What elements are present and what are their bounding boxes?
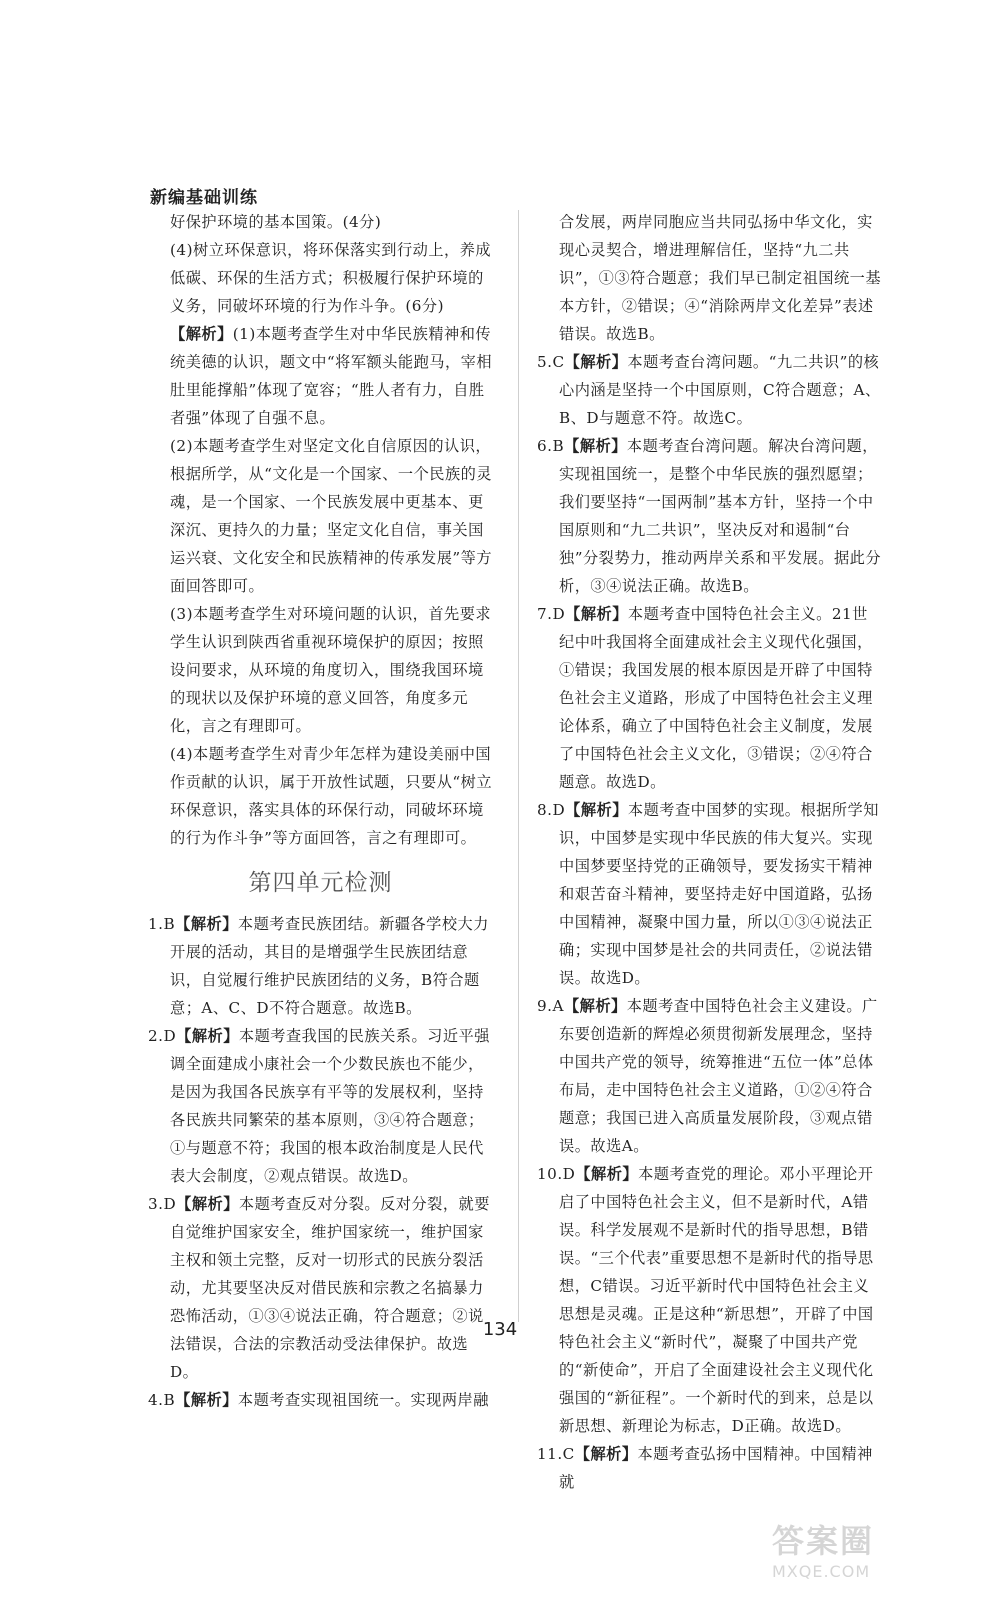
answer-number: 4.B	[148, 1391, 176, 1409]
right-column	[537, 208, 882, 1496]
watermark-logo	[772, 1516, 972, 1586]
answer-text: 本题考查实现祖国统一。实现两岸融	[237, 1391, 489, 1409]
answer-text: 本题考查中国梦的实现。根据所学知识，中国梦是实现中华民族的伟大复兴。实现中国梦要坚持党的正确领导，要发扬实干精神和艰苦奋斗精神，要坚持走好中国道路，弘扬中国精神，凝聚中国力量，所以①③④说法正确；实现中国梦是社会的共同责任，②说法错误。故选D。	[559, 801, 879, 987]
answer-number: 5.C	[537, 353, 565, 371]
paragraph: 好保护环境的基本国策。(4分)	[170, 213, 382, 231]
analysis-label: 【 解析 】	[564, 997, 627, 1015]
analysis-label: 【 解析 】	[175, 915, 238, 933]
analysis-label: 【 解析 】	[575, 1445, 638, 1463]
column-divider	[518, 210, 519, 1322]
analysis-label: 【 解析 】	[176, 1195, 239, 1213]
analysis-label: 【 解析 】	[176, 1027, 239, 1045]
analysis-label: 【 解析 】	[565, 605, 628, 623]
watermark-text: 答案圈	[772, 1522, 875, 1560]
answer-number: 9.A	[537, 997, 564, 1015]
paragraph: (3)本题考查学生对环境问题的认识，首先要求学生认识到陕西省重视环境保护的原因；按照设问要求，从环境的角度切入，围绕我国环境的现状以及保护环境的意义回答，角度多元化，言之有理即可。	[170, 605, 492, 735]
analysis-text: (1)本题考查学生对中华民族精神和传统美德的认识，题文中“将军额头能跑马，宰相肚里能撑船”体现了宽容；“胜人者有力，自胜者强”体现了自强不息。	[170, 325, 493, 427]
page-number: 134	[482, 1319, 518, 1340]
analysis-label: 【 解析 】	[565, 353, 628, 371]
answer-text: 本题考查反对分裂。反对分裂，就要自觉维护国家安全，维护国家统一，维护国家主权和领土完整，反对一切形式的民族分裂活动，尤其要坚决反对借民族和宗教之名搞暴力恐怖活动，①③④说法正确，符合题意；②说法错误，合法的宗教活动受法律保护。故选D。	[170, 1195, 490, 1381]
answer-text: 本题考查台湾问题。“九二共识”的核心内涵是坚持一个中国原则，C符合题意；A、B、D与题意不符。故选C。	[559, 353, 881, 427]
paragraph: (2)本题考查学生对坚定文化自信原因的认识，根据所学，从“文化是一个国家、一个民族的灵魂，是一个国家、一个民族发展中更基本、更深沉、更持久的力量；坚定文化自信，事关国运兴衰、文化安全和民族精神的传承发展”等方面回答即可。	[170, 437, 493, 595]
answer-number: 7.D	[537, 605, 566, 623]
answer-item	[537, 432, 882, 600]
answer-text: 本题考查党的理论。邓小平理论开启了中国特色社会主义，但不是新时代，A错误。科学发展观不是新时代的指导思想，B错误。“三个代表”重要思想不是新时代的指导思想，C错误。习近平新时代中国特色社会主义思想是灵魂。正是这种“新思想”，开辟了中国特色社会主义“新时代”，凝聚了中国共产党的“新使命”，开启了全面建设社会主义现代化强国的“新征程”。一个新时代的到来，总是以新思想、新理论为标志，D正确。故选D。	[559, 1165, 874, 1435]
analysis-label: 【 解析 】	[175, 1391, 238, 1409]
book-title: 新编基础训练	[150, 188, 258, 208]
answer-number: 8.D	[537, 801, 566, 819]
answer-item	[537, 1160, 882, 1440]
answer-continuation: 合发展，两岸同胞应当共同弘扬中华文化，实现心灵契合，增进理解信任，坚持“九二共识”，①③符合题意；我们早已制定祖国统一基本方针，②错误；④“消除两岸文化差异”表述错误。故选B。	[559, 213, 882, 343]
answer-item	[537, 348, 882, 432]
paragraph: (4)本题考查学生对青少年怎样为建设美丽中国作贡献的认识，属于开放性试题，只要从“树立环保意识，落实具体的环保行动，同破坏环境的行为作斗争”等方面回答，言之有理即可。	[170, 745, 493, 847]
watermark-url: MXQE.COM	[772, 1562, 871, 1581]
answer-text: 本题考查中国特色社会主义。21世纪中叶我国将全面建成社会主义现代化强国，①错误；我国发展的根本原因是开辟了中国特色社会主义道路，形成了中国特色社会主义理论体系，确立了中国特色社会主义制度，发展了中国特色社会主义文化，③错误；②④符合题意。故选D。	[559, 605, 873, 791]
answer-text: 本题考查中国特色社会主义建设。广东要创造新的辉煌必须贯彻新发展理念，坚持中国共产党的领导，统筹推进“五位一体”总体布局，走中国特色社会主义道路，①②④符合题意；我国已进入高质量发展阶段，③观点错误。故选A。	[559, 997, 878, 1155]
left-column	[148, 208, 493, 1414]
answer-text: 本题考查弘扬中国精神。中国精神就	[559, 1445, 873, 1491]
answer-item	[537, 992, 882, 1160]
answer-item	[537, 600, 882, 796]
analysis-label: 【 解析 】	[565, 801, 628, 819]
analysis-label: 【 解析 】	[564, 437, 627, 455]
answer-item	[148, 910, 493, 1022]
answer-number: 3.D	[148, 1195, 177, 1213]
answer-number: 11.C	[537, 1445, 575, 1463]
answer-number: 1.B	[148, 915, 176, 933]
answer-text: 本题考查民族团结。新疆各学校大力开展的活动，其目的是增强学生民族团结意识，自觉履行维护民族团结的义务，B符合题意；A、C、D不符合题意。故选B。	[170, 915, 489, 1017]
section-title: 第四单元检测	[248, 870, 393, 896]
analysis-paragraph	[148, 320, 493, 432]
answer-item	[537, 796, 882, 992]
answer-number: 6.B	[537, 437, 565, 455]
analysis-label: 【 解析 】	[170, 325, 233, 343]
answer-item	[537, 1440, 882, 1496]
paragraph: (4)树立环保意识，将环保落实到行动上，养成低碳、环保的生活方式；积极履行保护环境的义务，同破坏环境的行为作斗争。(6分)	[170, 241, 492, 315]
answer-text: 本题考查我国的民族关系。习近平强调全面建成小康社会一个少数民族也不能少，是因为我国各民族享有平等的发展权利，坚持各民族共同繁荣的基本原则，③④符合题意；①与题意不符；我国的根本政治制度是人民代表大会制度，②观点错误。故选D。	[170, 1027, 490, 1185]
answer-item	[148, 1022, 493, 1190]
answer-item	[148, 1190, 493, 1386]
answer-number: 10.D	[537, 1165, 576, 1183]
answer-number: 2.D	[148, 1027, 177, 1045]
answer-text: 本题考查台湾问题。解决台湾问题，实现祖国统一，是整个中华民族的强烈愿望；我们要坚持“一国两制”基本方针，坚持一个中国原则和“九二共识”，坚决反对和遏制“台独”分裂势力，推动两岸关系和平发展。据此分析，③④说法正确。故选B。	[559, 437, 882, 595]
answer-item	[148, 1386, 493, 1414]
analysis-label: 【 解析 】	[575, 1165, 638, 1183]
